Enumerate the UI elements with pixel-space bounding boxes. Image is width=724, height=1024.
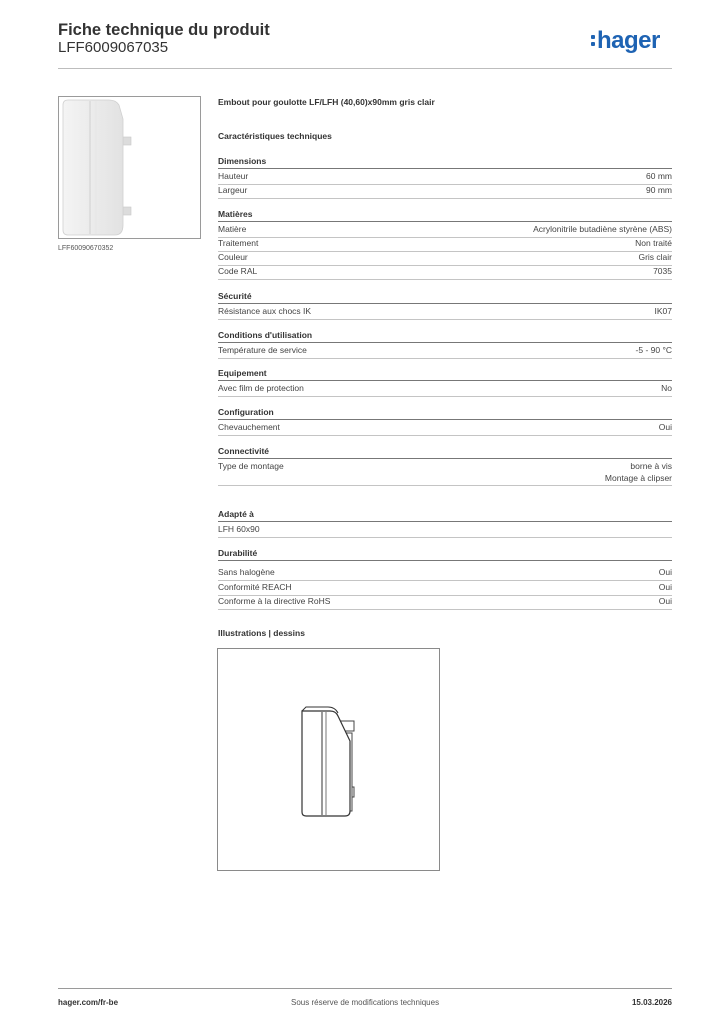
footer-date: 15.03.2026 — [631, 998, 672, 1007]
spec-label: Hauteur — [218, 171, 249, 181]
spec-label: Résistance aux chocs IK — [218, 306, 312, 316]
spec-value: 90 mm — [646, 185, 672, 195]
spec-value: Oui — [658, 422, 672, 432]
spec-value: Oui — [658, 567, 672, 577]
spec-value: Acrylonitrile butadiène styrène (ABS) — [533, 224, 672, 234]
product-name: Embout pour goulotte LF/LFH (40,60)x90mm gris clair — [218, 97, 435, 107]
spec-label: Code RAL — [218, 266, 258, 276]
illustrations-heading: Illustrations | dessins — [218, 628, 305, 638]
section-title-matieres: Matières — [218, 208, 672, 222]
spec-value-line: Montage à clipser — [604, 472, 672, 483]
spec-row-couleur — [218, 251, 672, 266]
thumbnail-caption: LFF60090670352 — [58, 245, 114, 252]
footer-website-link[interactable]: hager.com/fr-be — [58, 998, 119, 1007]
product-drawing — [217, 648, 440, 871]
spec-label: Largeur — [218, 185, 248, 195]
section-title-dimensions: Dimensions — [218, 155, 672, 169]
spec-row-temperature — [218, 344, 672, 359]
characteristics-heading: Caractéristiques techniques — [218, 131, 332, 141]
spec-value: Non traité — [635, 238, 672, 248]
spec-label: Sans halogène — [218, 567, 275, 577]
spec-row-reach — [218, 581, 672, 596]
spec-value: 60 mm — [646, 171, 672, 181]
footer-notice: Sous réserve de modifications techniques — [291, 998, 440, 1007]
spec-label: LFH 60x90 — [218, 524, 260, 534]
spec-row-film — [218, 382, 672, 397]
spec-value: Oui — [658, 596, 672, 606]
section-title-conditions: Conditions d'utilisation — [218, 329, 672, 343]
spec-row-ik — [218, 305, 672, 320]
spec-value: Gris clair — [638, 252, 672, 262]
spec-row-traitement — [218, 237, 672, 252]
spec-row-halogene — [218, 566, 672, 581]
spec-row-matiere — [218, 223, 672, 238]
product-reference: LFF6009067035 — [58, 39, 169, 56]
product-drawing-image — [218, 649, 439, 870]
spec-label: Couleur — [218, 252, 248, 262]
spec-row-rohs — [218, 595, 672, 610]
header-divider — [58, 68, 672, 69]
section-title-adapte: Adapté à — [218, 508, 672, 522]
spec-value: Oui — [658, 582, 672, 592]
spec-value-line: borne à vis — [630, 461, 672, 471]
section-title-durabilite: Durabilité — [218, 547, 672, 561]
spec-label: Conformité REACH — [218, 582, 292, 592]
spec-row-largeur — [218, 184, 672, 199]
spec-label: Matière — [218, 224, 247, 234]
spec-value: IK07 — [654, 306, 672, 316]
spec-value: No — [661, 383, 672, 393]
product-thumbnail-image — [59, 97, 200, 238]
section-title-configuration: Configuration — [218, 406, 672, 420]
spec-label: Traitement — [218, 238, 259, 248]
hager-logo — [591, 28, 660, 54]
section-title-securite: Sécurité — [218, 290, 672, 304]
spec-label: Chevauchement — [218, 422, 280, 432]
spec-label: Avec film de protection — [218, 383, 304, 393]
logo-text: hager — [597, 27, 660, 54]
logo-colon-mark — [591, 33, 596, 47]
page-title: Fiche technique du produit — [58, 21, 270, 39]
spec-value: 7035 — [653, 266, 672, 276]
spec-value: -5 - 90 °C — [635, 345, 672, 355]
footer-divider — [58, 988, 672, 989]
spec-row-chevauchement — [218, 421, 672, 436]
product-thumbnail — [58, 96, 201, 239]
spec-row-montage — [218, 460, 672, 486]
spec-value — [605, 461, 672, 484]
section-title-connectivite: Connectivité — [218, 445, 672, 459]
spec-row-hauteur — [218, 170, 672, 185]
spec-label: Type de montage — [218, 461, 284, 471]
spec-row-lfh — [218, 523, 672, 538]
section-title-equipement: Equipement — [218, 367, 672, 381]
spec-row-code-ral — [218, 265, 672, 280]
spec-label: Température de service — [218, 345, 307, 355]
spec-label: Conforme à la directive RoHS — [218, 596, 331, 606]
